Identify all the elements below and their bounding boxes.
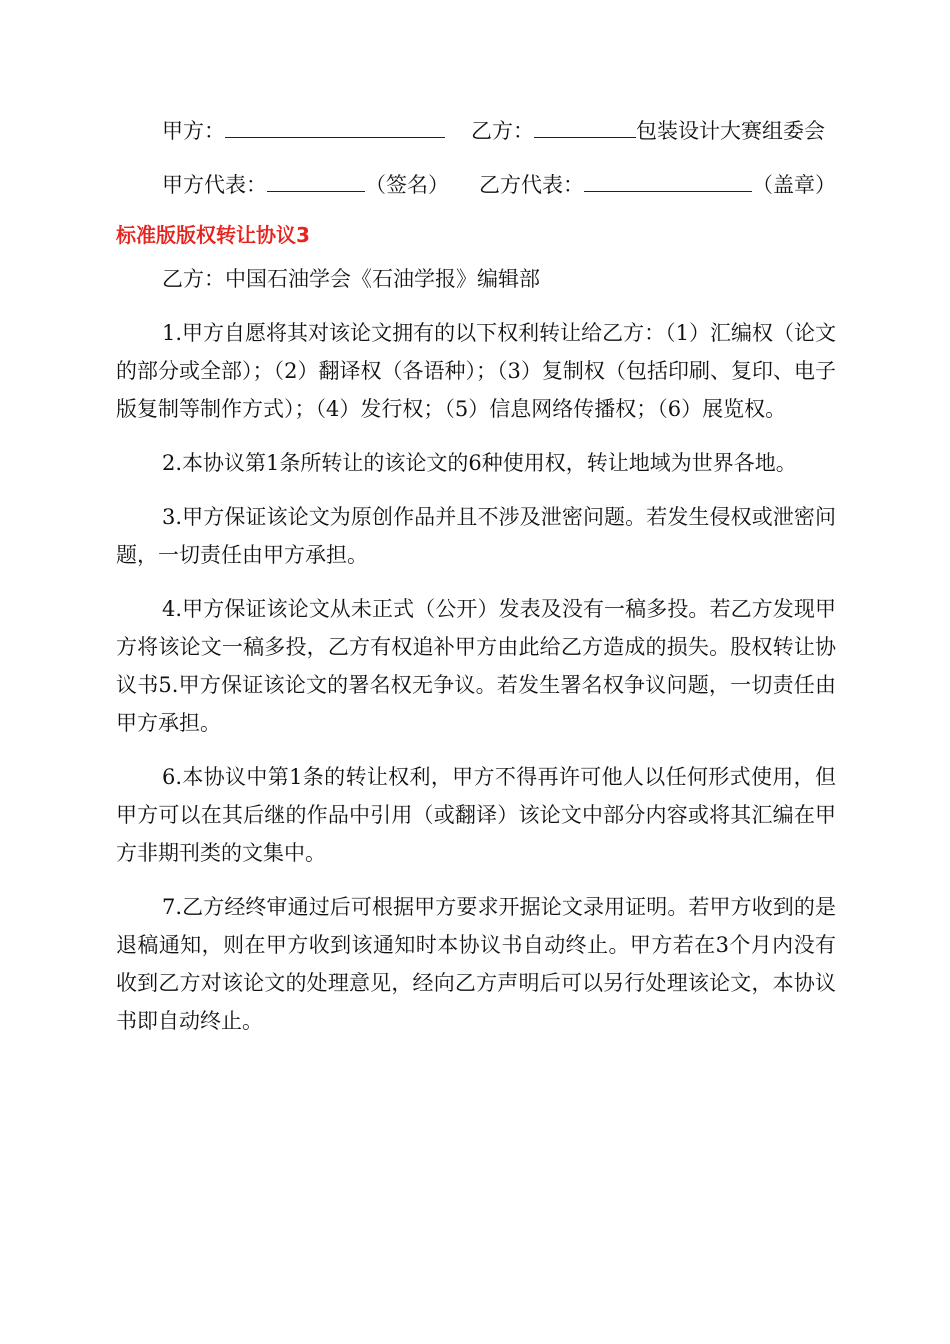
rep-b-blank [584, 169, 752, 192]
party-a-blank [225, 115, 445, 138]
rep-b-note: （盖章） [752, 173, 836, 197]
party-b-label: 乙方： [471, 119, 534, 143]
rep-b-label: 乙方代表： [479, 173, 584, 197]
clause-7: 7.乙方经终审通过后可根据甲方要求开据论文录用证明。若甲方收到的是退稿通知，则在甲方收到该通知时本协议书自动终止。甲方若在3个月内没有收到乙方对该论文的处理意见，经向乙方声明后可以另行处理该论文，本协议书即自动终止。 [116, 895, 836, 1033]
document-page [116, 112, 836, 1056]
party-b-line: 乙方：中国石油学会《石油学报》编辑部 [162, 267, 540, 291]
party-b-name: 包装设计大赛组委会 [636, 119, 825, 143]
rep-a-label: 甲方代表： [162, 173, 267, 197]
signature-parties-line [116, 112, 836, 150]
section-title: 标准版版权转让协议3 [116, 223, 310, 247]
rep-a-note: （签名） [365, 173, 449, 197]
party-b-blank [534, 115, 636, 138]
clause-6: 6.本协议中第1条的转让权利，甲方不得再许可他人以任何形式使用，但甲方可以在其后继的作品中引用（或翻译）该论文中部分内容或将其汇编在甲方非期刊类的文集中。 [116, 765, 836, 865]
rep-a-blank [267, 169, 365, 192]
clause-1: 1.甲方自愿将其对该论文拥有的以下权利转让给乙方：（1）汇编权（论文的部分或全部）；（2）翻译权（各语种）；（3）复制权（包括印刷、复印、电子版复制等制作方式）；（4）发行权；（5）信息网络传播权；（6）展览权。 [116, 321, 836, 421]
clause-4-5: 4.甲方保证该论文从未正式（公开）发表及没有一稿多投。若乙方发现甲方将该论文一稿多投，乙方有权追补甲方由此给乙方造成的损失。股权转让协议书5.甲方保证该论文的署名权无争议。若发生署名权争议问题，一切责任由甲方承担。 [116, 597, 836, 735]
party-a-label: 甲方： [162, 119, 225, 143]
clause-3: 3.甲方保证该论文为原创作品并且不涉及泄密问题。若发生侵权或泄密问题，一切责任由甲方承担。 [116, 505, 836, 567]
clause-2: 2.本协议第1条所转让的该论文的6种使用权，转让地域为世界各地。 [162, 451, 797, 475]
signature-representatives-line [116, 166, 836, 204]
